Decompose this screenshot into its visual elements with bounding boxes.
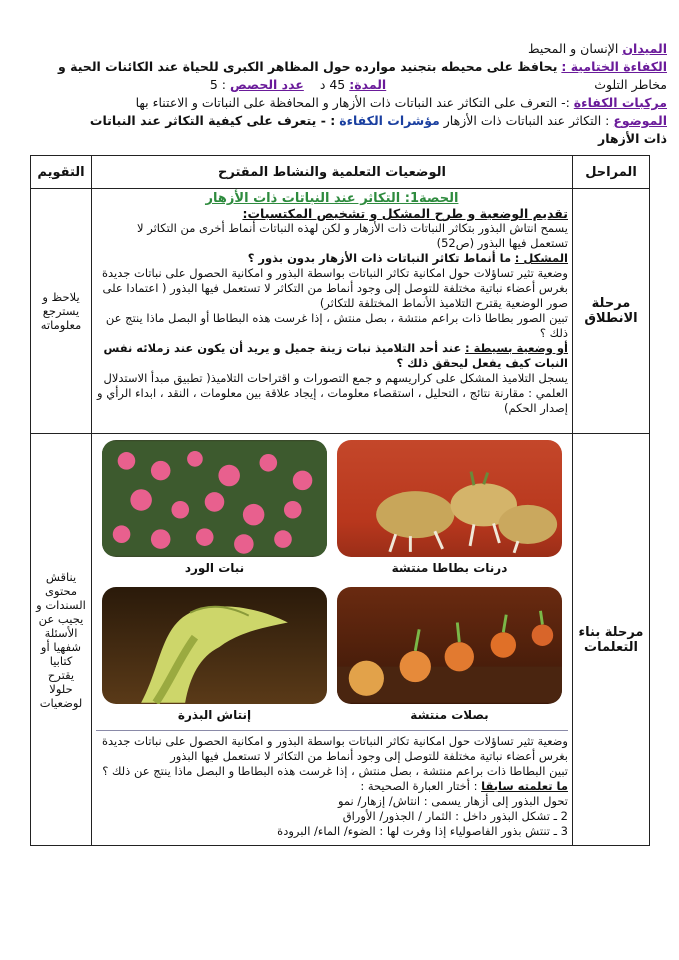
sessions-value: : 5 <box>209 77 226 92</box>
question-3: 3 ـ تنتش بذور الفاصولياء إذا وفرت لها : الضوء/ الماء/ البرودة <box>277 824 568 838</box>
photo-grid <box>96 436 568 728</box>
simple-situation-label: أو وضعية بسيطة : <box>464 341 568 355</box>
final-competence-line <box>12 58 667 76</box>
final-competence-cont-line <box>12 76 667 94</box>
divider <box>96 730 568 731</box>
caption-onion: بصلات منتشة <box>410 708 489 722</box>
paragraph-1: يسمح انتاش البذور بتكاثر النباتات ذات الأزهار و لكن لهذه النباتات أنماط أخرى من التكاثر لا تستعمل فيها البذور (ص52) <box>137 221 568 250</box>
lesson-header <box>12 40 667 148</box>
problem-text: ما أنماط تكاثر النباتات ذات الأزهار بدون بذور ؟ <box>247 251 512 265</box>
indicators-value: : - يتعرف على كيفية التكاثر عند النباتات <box>89 113 336 128</box>
table-row <box>31 189 650 434</box>
domain-value: الإنسان و المحيط <box>527 41 619 56</box>
domain-line <box>12 40 667 58</box>
topic-value: : التكاثر عند النباتات ذات الأزهار <box>443 113 610 128</box>
sprouting-onions-image <box>337 587 562 704</box>
activities-launch <box>92 189 573 434</box>
components-line <box>12 94 667 112</box>
domain-label: الميدان <box>622 41 667 56</box>
paragraph-4: يسجل التلاميذ المشكل على كراريسهم و جمع التصورات و اقتراحات التلاميذ( تطبيق مبدأ الاستدلال العلمي : مقارنة نتائج ، التحليل ، استقصاء معلومات ، إيجاد علاقة بين معلومات ، النقد ، ابداء الرأي و إصدار الحكم) <box>97 371 568 415</box>
stage-launch: مرحلة الانطلاق <box>573 189 650 434</box>
col-activities-header: الوضعيات التعلمية والنشاط المقترح <box>92 156 573 189</box>
caption-rose: نبات الورد <box>184 561 245 575</box>
stage-building: مرحلة بناء التعلمات <box>573 434 650 846</box>
learned-text: : أختار العبارة الصحيحة : <box>360 779 478 793</box>
topic-label: الموضوع <box>613 113 667 128</box>
indicators-cont: ذات الأزهار <box>598 131 667 146</box>
duration-value: 45 د <box>319 77 346 92</box>
photo-seed-block <box>102 587 327 726</box>
paragraph-5: وضعية تثير تساؤلات حول امكانية تكاثر النباتات بواسطة البذور و امكانية الحصول على نباتات جديدة بغرس أعضاء نباتية مختلفة للتوصل إلى وجود أنماط من التكاثر لا تستعمل فيها البذور <box>101 734 568 763</box>
rose-plant-image <box>102 440 327 557</box>
photo-onion-block <box>337 587 562 726</box>
activities-building <box>92 434 573 846</box>
indicators-label: مؤشرات الكفاءة <box>339 113 440 128</box>
eval-launch: يلاحظ و يسترجع معلوماته <box>31 189 92 434</box>
lesson-table <box>30 155 650 846</box>
problem-label: المشكل : <box>514 251 568 265</box>
question-2: 2 ـ تشكل البذور داخل : الثمار / الجذور/ الأوراق <box>342 809 568 823</box>
intro-title: تقديم الوضعية و طرح المشكل و تشخيص المكتسبات: <box>242 206 568 221</box>
seed-germination-image <box>102 587 327 704</box>
question-1: تحول البذور إلى أزهار يسمى : انتاش/ إزهار/ نمو <box>337 794 568 808</box>
topic-line <box>12 112 667 130</box>
col-stages-header: المراحل <box>573 156 650 189</box>
eval-building: يناقش محتوى السندات و يجيب عن الأسئلة شفهيا أو كتابيا يقترح حلولا لوضعيات <box>31 434 92 846</box>
sprouting-potatoes-image <box>337 440 562 557</box>
duration-label: المدة: <box>349 77 387 92</box>
components-label: مركبات الكفاءة <box>573 95 667 110</box>
components-value: :- التعرف على التكاثر عند النباتات ذات الأزهار و المحافظة على النباتات و الاعتناء بها <box>135 95 570 110</box>
learned-label: ما تعلمته سابقا <box>481 779 568 793</box>
col-eval-header: التقويم <box>31 156 92 189</box>
photo-potato-block <box>337 440 562 579</box>
simple-situation-text: عند أحد التلاميذ نبات زينة جميل و يريد أن يكون عند زملائه نفس النبات كيف يفعل ليحقق ذلك ؟ <box>103 341 568 370</box>
session-title: الحصة1: التكاثر عند النباتات ذات الأزهار <box>205 191 459 206</box>
indicators-cont-line <box>12 130 667 148</box>
caption-potato: درنات بطاطا منتشة <box>391 561 508 575</box>
caption-seed: إنتاش البذرة <box>177 708 252 722</box>
paragraph-2: وضعية تثير تساؤلات حول امكانية تكاثر النباتات بواسطة البذور و امكانية الحصول على نباتات جديدة بغرس أعضاء نباتية مختلفة للتوصل إلى وجود أنماط من التكاثر لا تستعمل فيها البذور ( اعتمادا على صور الوضعية يقترح التلاميذ الأنماط المختلفة للتكاثر) <box>101 266 568 310</box>
photo-rose-block <box>102 440 327 579</box>
paragraph-3: تبين الصور بطاطا ذات براعم منتشة ، بصل منتش ، إذا غرست هذه البطاطا أو البصل ماذا ينتج عن ذلك ؟ <box>105 311 568 340</box>
table-header-row <box>31 156 650 189</box>
table-row <box>31 434 650 846</box>
final-competence-cont: مخاطر التلوث <box>594 77 667 92</box>
final-competence-value: يحافظ على محيطه بتجنيد موارده حول المظاهر الكبرى للحياة عند الكائنات الحية و <box>58 59 558 74</box>
paragraph-6: تبين البطاطا ذات براعم منتشة ، بصل منتش ، إذا غرست هذه البطاطا و البصل ماذا ينتج عن ذلك ؟ <box>102 764 568 778</box>
sessions-label: عدد الحصص <box>229 77 304 92</box>
final-competence-label: الكفاءة الختامية : <box>561 59 667 74</box>
